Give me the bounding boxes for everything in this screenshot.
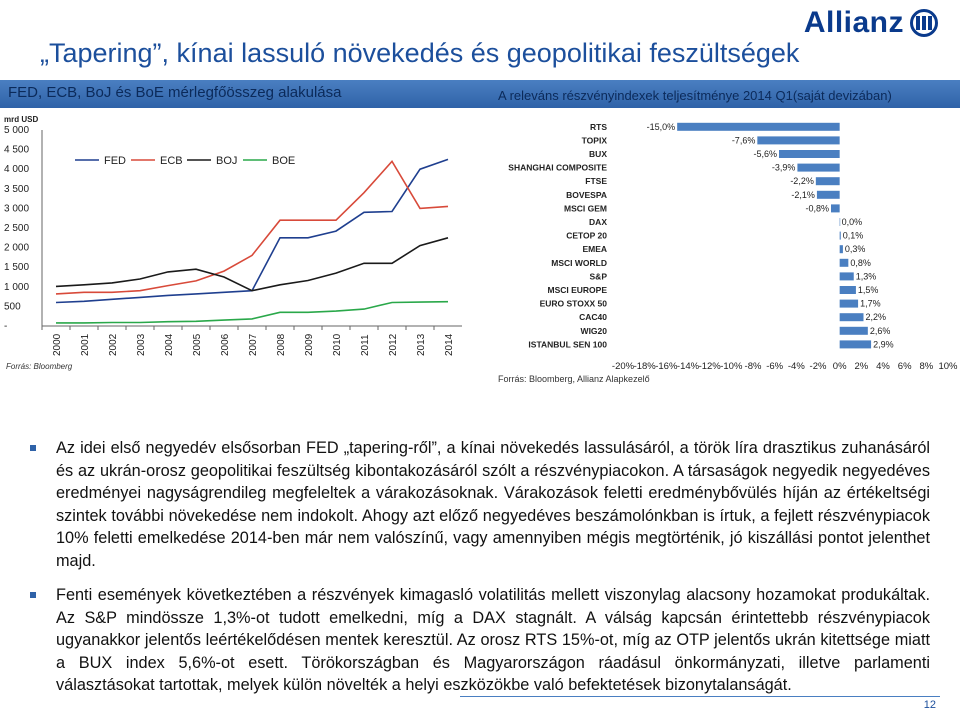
balance-sheet-line-chart — [0, 108, 470, 363]
bar — [797, 164, 839, 172]
x-tick-label: -4% — [787, 361, 805, 373]
y-tick-label: 4 500 — [4, 144, 30, 156]
bar — [840, 340, 871, 348]
y-tick-label: - — [4, 321, 8, 332]
y-tick-label: 3 500 — [4, 183, 30, 195]
category-label: WIG20 — [580, 325, 607, 336]
bar-value-label: 1,7% — [860, 298, 881, 309]
x-tick-label: -2% — [809, 361, 827, 373]
right-chart-heading: A releváns részvényindexek teljesítménye 2014 Q1(saját devizában) — [498, 88, 892, 103]
bar — [840, 313, 864, 321]
bar — [677, 123, 840, 131]
x-tick-label: -14% — [676, 361, 700, 373]
bullet-square-icon — [30, 445, 36, 451]
x-tick-label: 2009 — [304, 333, 315, 356]
logo-text: Allianz — [803, 6, 904, 39]
series-line-boe — [56, 302, 448, 323]
bar-value-label: 0,3% — [844, 244, 866, 255]
x-tick-label: 4% — [876, 361, 890, 373]
x-tick-label: -6% — [766, 361, 784, 373]
category-label: MSCI GEM — [564, 203, 607, 214]
category-label: MSCI EUROPE — [547, 285, 607, 295]
bar — [840, 327, 868, 335]
bar-value-label: 1,5% — [857, 285, 879, 295]
left-chart-source: Forrás: Bloomberg — [6, 362, 73, 371]
commentary — [30, 437, 930, 709]
x-tick-label: 10% — [938, 361, 958, 373]
category-label: EMEA — [582, 244, 607, 255]
bar-value-label: 2,9% — [873, 339, 894, 350]
x-tick-label: 2008 — [276, 333, 287, 356]
allianz-logo — [804, 6, 938, 40]
bullet-item — [30, 437, 930, 572]
series-line-ecb — [56, 161, 448, 294]
unit-label: mrd USD — [4, 115, 39, 124]
bar — [840, 286, 856, 294]
bar-value-label: 0,8% — [850, 257, 871, 268]
left-chart-heading: FED, ECB, BoJ és BoE mérlegfőösszeg alakulása — [8, 84, 342, 101]
legend-label: BOE — [272, 155, 296, 167]
x-tick-label: -12% — [698, 361, 721, 373]
bar — [840, 218, 841, 226]
x-tick-label: 2007 — [248, 333, 259, 356]
x-tick-label: -10% — [720, 361, 743, 373]
x-tick-label: 2010 — [332, 333, 343, 356]
category-label: EURO STOXX 50 — [539, 298, 607, 309]
x-tick-label: 2013 — [416, 333, 427, 356]
bar-value-label: -5,6% — [753, 149, 777, 159]
y-tick-label: 3 000 — [4, 203, 30, 215]
bar-value-label: 0,1% — [842, 230, 864, 241]
bar-value-label: -2,2% — [790, 176, 814, 187]
bar-value-label: 2,2% — [865, 312, 887, 323]
bullet-item — [30, 584, 930, 697]
x-tick-label: 2011 — [360, 334, 371, 356]
category-label: ISTANBUL SEN 100 — [528, 339, 607, 350]
eagle-icon — [910, 9, 938, 37]
category-label: DAX — [589, 217, 607, 227]
page-title: „Tapering”, kínai lassuló növekedés és geopolitikai feszültségek — [40, 38, 800, 68]
bar — [757, 136, 839, 144]
bar-value-label: -0,8% — [805, 203, 829, 214]
y-tick-label: 1 500 — [4, 262, 30, 274]
x-tick-label: 0% — [832, 361, 847, 373]
x-tick-label: 2001 — [80, 333, 91, 356]
y-tick-label: 1 000 — [4, 281, 30, 293]
series-line-boj — [56, 238, 448, 291]
x-tick-label: 2014 — [444, 333, 455, 356]
bar — [816, 177, 840, 185]
category-label: CAC40 — [579, 312, 607, 323]
x-tick-label: -20% — [611, 361, 635, 373]
bar-value-label: -7,6% — [731, 135, 756, 146]
bar-value-label: 2,6% — [869, 325, 891, 336]
page-number: 12 — [923, 699, 936, 711]
y-tick-label: 2 000 — [4, 242, 30, 254]
category-label: CETOP 20 — [566, 230, 607, 241]
x-tick-label: 2003 — [136, 333, 147, 356]
bar — [831, 204, 840, 212]
x-tick-label: 2005 — [192, 333, 203, 356]
category-label: SHANGHAI COMPOSITE — [508, 162, 607, 173]
x-tick-label: 2% — [854, 361, 869, 373]
bar — [840, 300, 858, 308]
bar — [779, 150, 840, 158]
bar-value-label: -2,1% — [791, 189, 815, 200]
x-tick-label: 6% — [897, 361, 912, 373]
bar — [840, 272, 854, 280]
bar-value-label: 1,3% — [855, 271, 877, 282]
bullet-text: Az idei első negyedév elsősorban FED „tapering-ről”, a kínai növekedés lassulásáról, a török líra drasztikus zuhanásáról és az ukrán-orosz geopolitikai feszültség kibontakozásáról szólt a részvénypiacokon. A társaságok negyedik negyedéves eredményei nagyságrendileg megfeleltek a várakozásoknak. Várakozások feletti eredménybővülés híján az értékeltségi szintek további növekedése nem indokolt. Ahogy azt előző negyedéves beszámolónkban is írtuk, a fejlett részvénypiacok 10% feletti emelkedése 2014-ben már nem valószínű, vagy amennyiben mégis megtörténik, jó kiszállási pontot jelenthet majd. — [56, 439, 930, 570]
right-chart-source: Forrás: Bloomberg, Allianz Alapkezelő — [498, 374, 650, 384]
bar — [817, 191, 840, 199]
category-label: S&P — [589, 271, 607, 282]
category-label: TOPIX — [581, 135, 607, 146]
x-tick-label: 8% — [919, 361, 934, 373]
bar — [840, 259, 849, 267]
category-label: BUX — [589, 149, 607, 159]
category-label: RTS — [590, 121, 607, 132]
bullet-square-icon — [30, 592, 36, 598]
x-tick-label: 2002 — [108, 333, 119, 356]
x-tick-label: -8% — [744, 361, 762, 373]
legend-label: BOJ — [216, 155, 238, 167]
y-tick-label: 2 500 — [4, 223, 30, 234]
bar — [840, 232, 841, 240]
category-label: MSCI WORLD — [551, 257, 607, 268]
footer-rule — [460, 696, 940, 697]
bar-value-label: -3,9% — [771, 162, 796, 173]
bar-value-label: 0,0% — [841, 217, 863, 227]
y-tick-label: 5 000 — [4, 125, 30, 136]
bullet-text: Fenti események következtében a részvények kimagasló volatilitás mellett viszonylag alacsony hozamokat produkáltak. Az S&P mindössze 1,3%-ot tudott emelkedni, míg a DAX stagnált. A válság kapcsán érintettebb részvénypiacok ugyanakkor jelentős leértékelődésen mentek keresztül. Az orosz RTS 15%-ot, míg az OTP jelentős ukrán kitettsége miatt a BUX index 5,6%-ot esett. Törökországban és Magyarországon ráadásul önkormányzati, illetve parlamenti választásokat tartottak, melyek külön növelték a helyi eszközökbe való befektetések bizonytalanságát. — [56, 586, 930, 694]
bar — [840, 245, 843, 253]
y-tick-label: 4 000 — [4, 164, 30, 176]
x-tick-label: 2000 — [52, 333, 63, 356]
category-label: BOVESPA — [566, 189, 607, 200]
x-tick-label: 2006 — [220, 333, 231, 356]
x-tick-label: 2012 — [388, 333, 399, 356]
series-line-fed — [56, 159, 448, 302]
bar-value-label: -15,0% — [646, 121, 676, 132]
y-tick-label: 500 — [4, 301, 21, 313]
category-label: FTSE — [585, 176, 607, 187]
x-tick-label: 2004 — [164, 333, 175, 356]
x-tick-label: -16% — [655, 361, 678, 373]
x-tick-label: -18% — [633, 361, 656, 373]
legend-label: ECB — [160, 155, 183, 167]
legend-label: FED — [104, 155, 126, 167]
index-performance-bar-chart — [470, 116, 958, 374]
